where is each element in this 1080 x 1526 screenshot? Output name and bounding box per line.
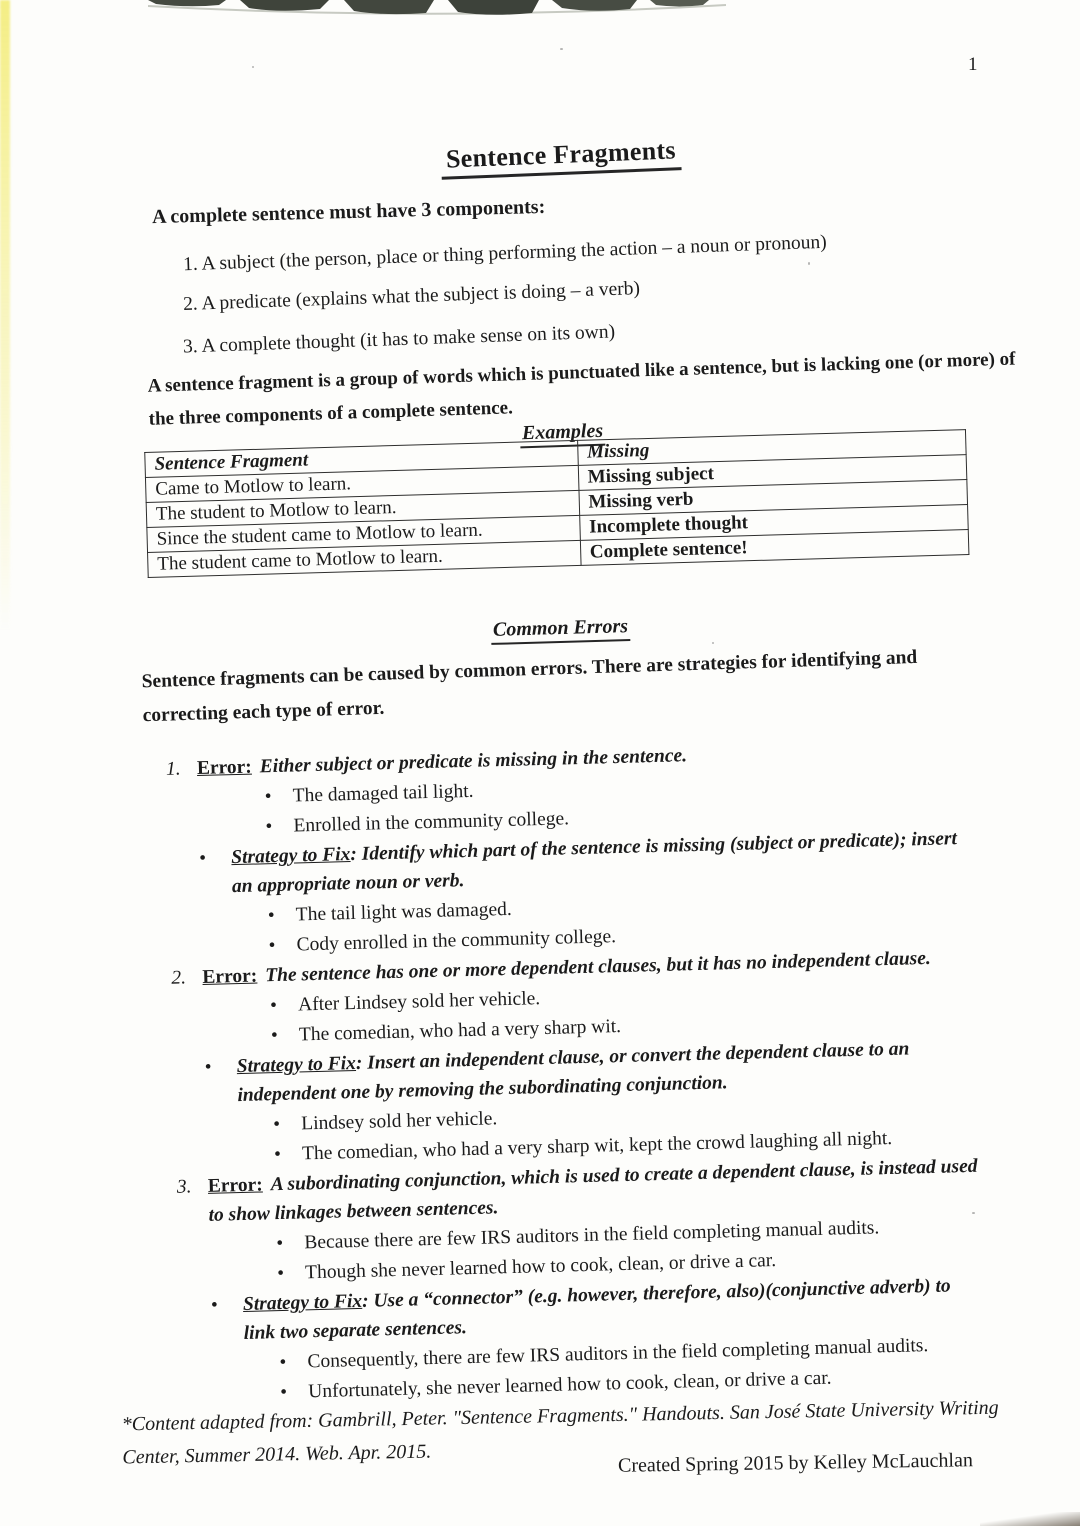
error-label: Error:	[196, 756, 253, 780]
error-example: • The damaged tail light.	[166, 763, 986, 813]
fixed-example: • Unfortunately, she never learned how to cook, clean, or drive a car.	[182, 1359, 1002, 1409]
error-text: Either subject or predicate is missing in the sentence.	[259, 745, 688, 778]
scan-speck	[808, 262, 810, 265]
table-cell: Came to Motlow to learn.	[145, 465, 578, 502]
table-header-missing: Missing	[577, 430, 966, 466]
error-item	[166, 733, 991, 962]
fixed-example: • Consequently, there are few IRS auditors in the field completing manual audits.	[181, 1329, 1001, 1379]
table-cell: Since the student came to Motlow to learn.	[147, 515, 580, 552]
component-item: 1. A subject (the person, place or thing performing the action – a noun or pronoun)	[182, 231, 828, 276]
strategy-label: Strategy to Fix	[230, 844, 351, 869]
page-number: 1	[968, 54, 978, 75]
fragment-definition: A sentence fragment is a group of words which is punctuated like a sentence, but is lacking one (or more) of the three components of a complete sentence.	[147, 348, 1016, 430]
error-number: 3.	[176, 1176, 192, 1198]
page-title: Sentence Fragments	[440, 135, 681, 180]
table-cell: The student came to Motlow to learn.	[148, 540, 581, 577]
scan-speck	[252, 66, 254, 68]
intro-heading: A complete sentence must have 3 components:	[151, 195, 546, 229]
fixed-example: • Cody enrolled in the community college.	[170, 912, 990, 962]
error-number: 1.	[165, 758, 181, 780]
table-cell: Missing verb	[579, 480, 968, 516]
source-citation: *Content adapted from: Gambrill, Peter. "Sentence Fragments." Handouts. San José State University Writing Center, Summer 2014. Web. Apr. 2015.	[121, 1396, 999, 1469]
scan-speck	[560, 48, 563, 50]
table-cell: The student to Motlow to learn.	[146, 490, 579, 527]
strategy-text: : Use a “connector” (e.g. however, therefore, also)(conjunctive adverb) to link two separate sentences.	[243, 1275, 951, 1344]
error-example: • Though she never learned how to cook, clean, or drive a car.	[179, 1240, 999, 1290]
error-text: The sentence has one or more dependent clauses, but it has no independent clause.	[264, 947, 932, 987]
error-example: • After Lindsey sold her vehicle.	[172, 972, 992, 1022]
error-list	[166, 733, 1003, 1410]
table-cell: Missing subject	[578, 455, 967, 491]
table-cell: Incomplete thought	[579, 505, 968, 541]
scan-artifact-left-light-leak	[0, 0, 10, 630]
error-label: Error:	[202, 965, 258, 988]
error-text: A subordinating conjunction, which is used to create a dependent clause, is instead used to show linkages between sentences.	[208, 1155, 978, 1226]
error-example: • Enrolled in the community college.	[167, 793, 987, 843]
error-example: • The comedian, who had a very sharp wit.	[173, 1002, 993, 1052]
component-item: 2. A predicate (explains what the subject is doing – a verb)	[182, 278, 641, 315]
table-header-sentence-fragment: Sentence Fragment	[145, 440, 578, 477]
error-item	[171, 942, 996, 1171]
fixed-example: • The tail light was damaged.	[169, 882, 989, 932]
examples-heading: Examples	[520, 420, 606, 449]
fixed-example: • The comedian, who had a very sharp wit, kept the crowd laughing all night.	[176, 1121, 996, 1171]
common-errors-intro: Sentence fragments can be caused by common errors. There are strategies for identifying and correcting each type of error.	[141, 646, 918, 727]
examples-table	[144, 429, 969, 578]
strategy-label: Strategy to Fix	[236, 1052, 357, 1078]
author-credit: Created Spring 2015 by Kelley McLauchlan	[617, 1449, 974, 1477]
error-number: 2.	[171, 967, 187, 989]
scan-artifact-top-edge	[148, 0, 726, 17]
error-item	[176, 1151, 1002, 1409]
strategy-text: : Identify which part of the sentence is missing (subject or predicate); insert an appropriate noun or verb.	[231, 828, 958, 898]
component-item: 3. A complete thought (it has to make sense on its own)	[182, 321, 616, 358]
common-errors-heading: Common Errors	[491, 615, 631, 645]
scan-artifact-corner-shadow	[980, 1512, 1080, 1526]
strategy-text: : Insert an independent clause, or convert the dependent clause to an independent one by removing the subordinating conjunction.	[237, 1038, 910, 1107]
fixed-example: • Lindsey sold her vehicle.	[175, 1091, 995, 1141]
error-label: Error:	[207, 1174, 263, 1197]
strategy-label: Strategy to Fix	[242, 1290, 363, 1316]
scan-speck	[712, 642, 714, 644]
table-cell: Complete sentence!	[580, 530, 969, 566]
error-example: • Because there are few IRS auditors in the field completing manual audits.	[178, 1210, 998, 1260]
